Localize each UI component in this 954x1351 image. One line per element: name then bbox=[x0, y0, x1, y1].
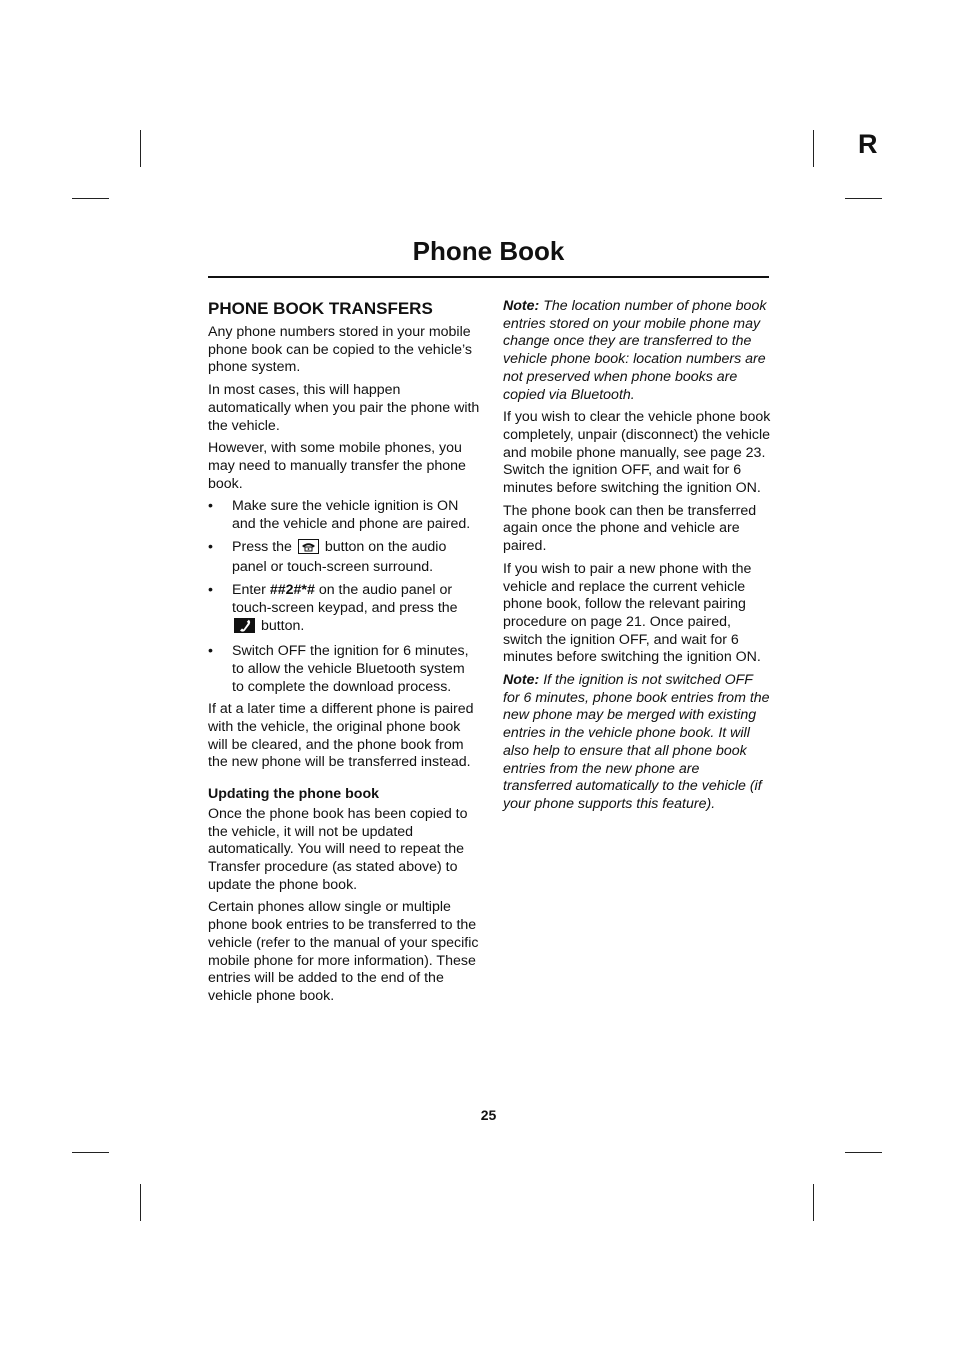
paragraph: If at a later time a different phone is paired with the vehicle, the original phone book will be cleared, and the phone book from the new phone will be transferred instead. bbox=[208, 701, 474, 771]
list-item bbox=[208, 539, 480, 577]
subheading: Updating the phone book bbox=[208, 786, 380, 803]
list-item bbox=[208, 643, 480, 696]
paragraph: Any phone numbers stored in your mobile phone book can be copied to the vehicle’s phone system. bbox=[208, 324, 472, 376]
bullet: • bbox=[208, 498, 213, 515]
list-item-text: on the audio panel or touch-screen keypad, and press the bbox=[232, 582, 458, 616]
crop-mark bbox=[140, 130, 141, 167]
right-column bbox=[503, 298, 771, 819]
page-title: Phone Book bbox=[412, 236, 565, 266]
crop-mark bbox=[140, 1184, 141, 1221]
list-item-text: Make sure the vehicle ignition is ON and the vehicle and phone are paired. bbox=[232, 498, 471, 533]
paragraph: Once the phone book has been copied to the vehicle, it will not be updated automatically. You will need to repeat the Transfer procedure (as stated above) to update the phone book. bbox=[208, 805, 468, 893]
list-item-text: button. bbox=[260, 617, 305, 634]
note-label: Note: bbox=[503, 672, 540, 689]
keypad-code: ##2#*# bbox=[269, 582, 315, 599]
paragraph: If you wish to pair a new phone with the vehicle and replace the current vehicle phone book, follow the relevant pairing procedure on page 21. Once paired, switch the ignition OFF, and wait for 6 minutes before switching the ignition ON. bbox=[503, 560, 761, 666]
paragraph: However, with some mobile phones, you may need to manually transfer the phone book. bbox=[208, 440, 466, 492]
crop-mark bbox=[72, 198, 109, 199]
note-text: If the ignition is not switched OFF for 6 minutes, phone book entries from the new phone may be merged with existing entries in the vehicle phone book. It will also help to ensure that all phone book entries from the new phone are transferred automatically to the vehicle (if your phone supports this feature). bbox=[503, 672, 770, 812]
crop-mark bbox=[845, 1152, 882, 1153]
note bbox=[503, 298, 771, 404]
section-letter: R bbox=[858, 129, 878, 159]
left-column bbox=[208, 298, 480, 1011]
bullet: • bbox=[208, 582, 213, 599]
instruction-list bbox=[208, 498, 480, 696]
page-number: 25 bbox=[480, 1107, 497, 1123]
list-item-text: Enter bbox=[232, 582, 266, 599]
note-text: The location number of phone book entries stored on your mobile phone may change once they are transferred to the vehicle phone book: location numbers are not preserved when phone books are copied via Bluetooth. bbox=[503, 298, 767, 403]
telephone-menu-icon bbox=[298, 539, 319, 560]
bullet: • bbox=[208, 643, 213, 660]
crop-mark bbox=[813, 1184, 814, 1221]
list-item-text: Switch OFF the ignition for 6 minutes, to allow the vehicle Bluetooth system to complete the download process. bbox=[232, 643, 469, 695]
list-item bbox=[208, 498, 480, 533]
title-divider bbox=[208, 276, 769, 278]
list-item-text: button on the audio panel or touch-screen surround. bbox=[232, 538, 447, 576]
crop-mark bbox=[72, 1152, 109, 1153]
paragraph: Certain phones allow single or multiple phone book entries to be transferred to the vehicle (refer to the manual of your specific mobile phone for more information). These entries will be added to the end of the vehicle phone book. bbox=[208, 899, 479, 1004]
paragraph: In most cases, this will happen automatically when you pair the phone with the vehicle. bbox=[208, 382, 480, 434]
paragraph: If you wish to clear the vehicle phone book completely, unpair (disconnect) the vehicle and mobile phone manually, see page 23. Switch the ignition OFF, and wait for 6 minutes before switching the ignition ON. bbox=[503, 409, 771, 497]
crop-mark bbox=[845, 198, 882, 199]
note-label: Note: bbox=[503, 298, 540, 314]
bullet: • bbox=[208, 538, 213, 555]
list-item-text: Press the bbox=[232, 538, 292, 555]
section-heading: PHONE BOOK TRANSFERS bbox=[208, 299, 433, 318]
handset-call-icon bbox=[234, 618, 255, 639]
note bbox=[503, 672, 771, 814]
list-item bbox=[208, 582, 480, 638]
paragraph: The phone book can then be transferred again once the phone and vehicle are paired. bbox=[503, 502, 757, 555]
crop-mark bbox=[813, 130, 814, 167]
